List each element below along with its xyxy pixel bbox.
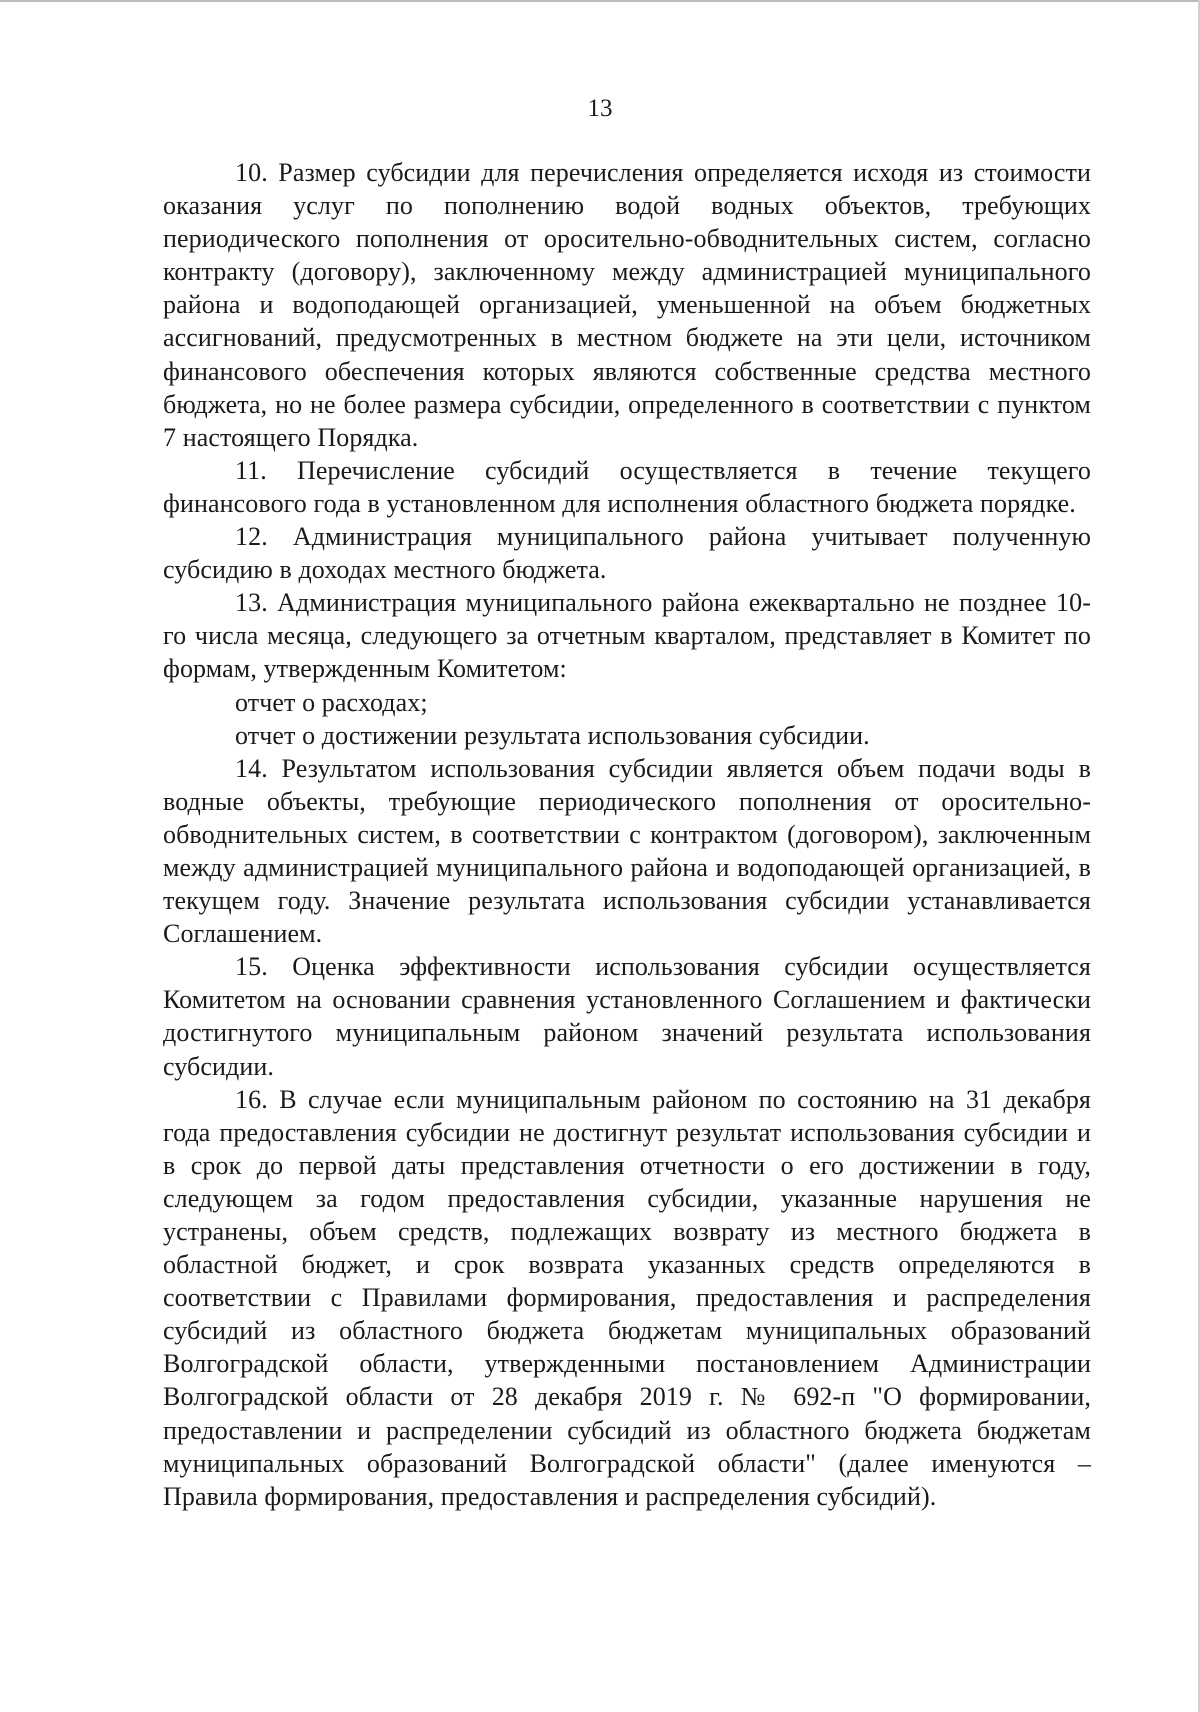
paragraph-10: 10. Размер субсидии для перечисления определяется исходя из стоимости оказания услуг по пополнению водой водных объектов, требующих периодического пополнения от оросительно-обводнительных систем, согласно контракту (договору), заключенному между администрацией муниципального района и водоподающей организацией, уменьшенной на объем бюджетных ассигнований, предусмотренных в местном бюджете на эти цели, источником финансового обеспечения которых являются собственные средства местного бюджета, но не более размера субсидии, определенного в соответствии с пунктом 7 настоящего Порядка. [163, 158, 1091, 452]
paragraph-15: 15. Оценка эффективности использования субсидии осуществляется Комитетом на основании сравнения установленного Соглашением и фактически достигнутого муниципальным районом значений результата использования субсидии. [163, 952, 1091, 1081]
document-body [163, 156, 1091, 1513]
paragraph-12: 12. Администрация муниципального района учитывает полученную субсидию в доходах местного бюджета. [163, 522, 1091, 585]
page-number: 13 [587, 95, 613, 122]
paragraph-14: 14. Результатом использования субсидии является объем подачи воды в водные объекты, требующие периодического пополнения от оросительно-обводнительных систем, в соответствии с контрактом (договором), заключенным между администрацией муниципального района и водоподающей организацией, в текущем году. Значение результата использования субсидии устанавливается Соглашением. [163, 753, 1091, 949]
scan-edge-top [0, 0, 1200, 2]
paragraph-16: 16. В случае если муниципальным районом по состоянию на 31 декабря года предоставления субсидии не достигнут результат использования субсидии и в срок до первой даты представления отчетности о его достижении в году, следующем за годом предоставления субсидии, указанные нарушения не устранены, объем средств, подлежащих возврату из местного бюджета в областной бюджет, и срок возврата указанных средств определяются в соответствии с Правилами формирования, предоставления и распределения субсидий из областного бюджета бюджетам муниципальных образований Волгоградской области, утвержденными постановлением Администрации Волгоградской области от 28 декабря 2019 г. № 692-п "О формировании, предоставлении и распределении субсидий из областного бюджета бюджетам муниципальных образований Волгоградской области" (далее именуются – Правила формирования, предоставления и распределения субсидий). [163, 1084, 1091, 1511]
paragraph-11: 11. Перечисление субсидий осуществляется в течение текущего финансового года в установленном для исполнения областного бюджета порядке. [163, 455, 1091, 518]
paragraph-13-item-expenses: отчет о расходах; [235, 687, 428, 717]
paragraph-13-item-result: отчет о достижении результата использования субсидии. [235, 720, 870, 750]
paragraph-13: 13. Администрация муниципального района ежеквартально не позднее 10-го числа месяца, следующего за отчетным кварталом, представляет в Комитет по формам, утвержденным Комитетом: [163, 588, 1091, 684]
